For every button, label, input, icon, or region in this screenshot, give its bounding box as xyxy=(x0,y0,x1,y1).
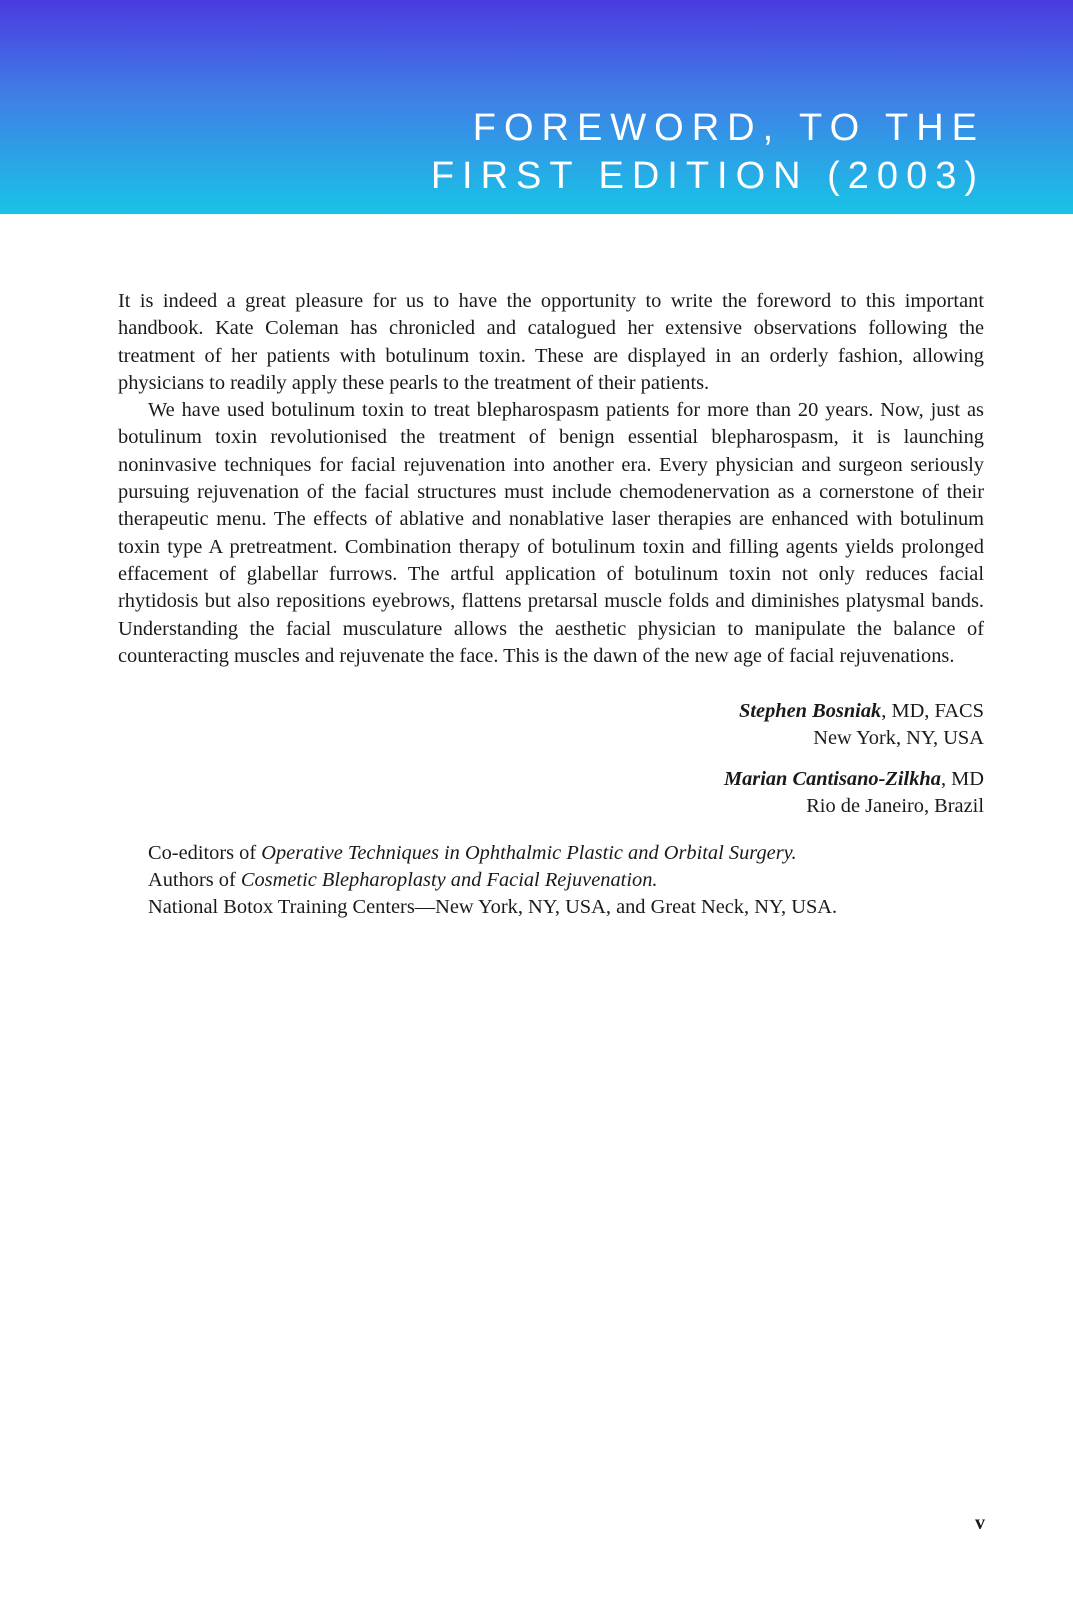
foreword-paragraph-1: It is indeed a great pleasure for us to have the opportunity to write the foreword to this important handbook. Kate Coleman has chronicled and catalogued her extensive observations following the treatment of her patients with botulinum toxin. These are displayed in an orderly fashion, allowing physicians to readily apply these pearls to the treatment of their patients. xyxy=(118,290,984,394)
author-location: Rio de Janeiro, Brazil xyxy=(806,795,984,818)
signature-1 xyxy=(118,698,984,752)
signature-name-line xyxy=(118,766,984,793)
author-credentials: , MD xyxy=(940,768,984,791)
page-number: v xyxy=(975,1512,985,1534)
credit-prefix: Co-editors of xyxy=(148,842,262,865)
author-name: Marian Cantisano-Zilkha xyxy=(723,768,941,791)
foreword-paragraph-2: We have used botulinum toxin to treat blepharospasm patients for more than 20 years. Now, just as botulinum toxin revolutionised the treatment of benign essential blepharospasm, it is launching noninvasive techniques for facial rejuvenation into another era. Every physician and surgeon seriously pursuing rejuvenation of the facial structures must include chemodenervation as a cornerstone of their therapeutic menu. The effects of ablative and nonablative laser therapies are enhanced with botulinum toxin type A pretreatment. Combination therapy of botulinum toxin and filling agents yields prolonged effacement of glabellar furrows. The artful application of botulinum toxin not only reduces facial rhytidosis but also repositions eyebrows, flattens pretarsal muscle folds and diminishes platysmal bands. Understanding the facial musculature allows the aesthetic physician to manipulate the balance of counteracting muscles and rejuvenate the face. This is the dawn of the new age of facial rejuvenations. xyxy=(118,399,984,667)
signature-name-line xyxy=(118,698,984,725)
author-credits xyxy=(118,840,984,921)
credit-prefix: Authors of xyxy=(148,869,241,892)
author-location: New York, NY, USA xyxy=(813,727,984,750)
chapter-title-line-2: FIRST EDITION (2003) xyxy=(430,155,985,197)
credit-line-coeditors xyxy=(148,840,984,867)
chapter-title-line-1: FOREWORD, TO THE xyxy=(472,107,985,149)
chapter-title xyxy=(431,104,985,200)
author-credentials: , MD, FACS xyxy=(881,700,984,723)
signature-2 xyxy=(118,766,984,820)
chapter-header-band xyxy=(0,0,1073,214)
book-title: Cosmetic Blepharoplasty and Facial Rejuvenation. xyxy=(240,869,658,892)
book-title: Operative Techniques in Ophthalmic Plastic and Orbital Surgery. xyxy=(261,842,797,865)
credit-line-authors xyxy=(148,867,984,894)
author-name: Stephen Bosniak xyxy=(739,700,882,723)
credit-line-training-centers: National Botox Training Centers—New York, NY, USA, and Great Neck, NY, USA. xyxy=(148,896,838,919)
signature-block xyxy=(118,698,984,820)
foreword-content xyxy=(118,288,984,921)
